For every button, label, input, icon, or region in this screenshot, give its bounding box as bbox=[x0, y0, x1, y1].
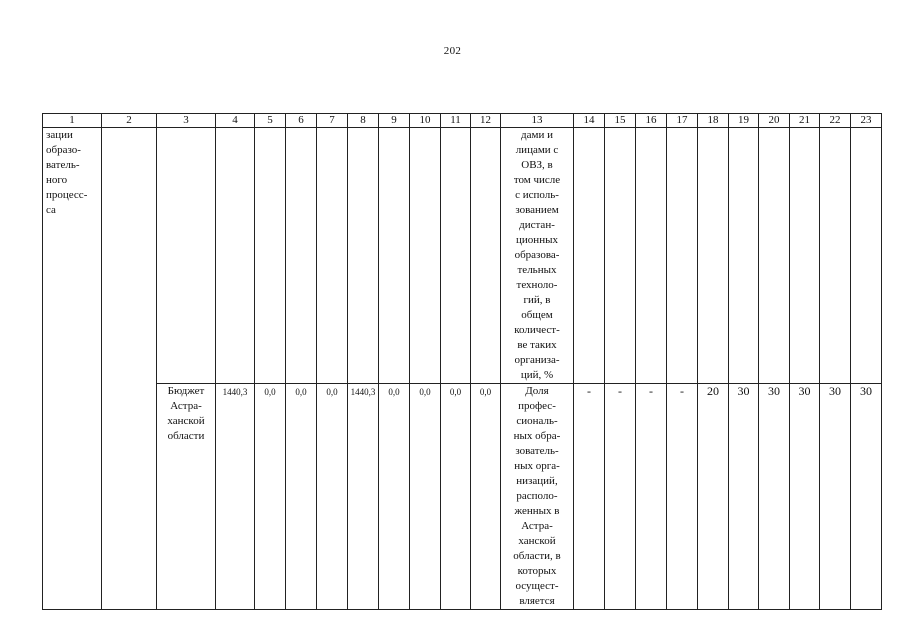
header-row bbox=[43, 114, 882, 128]
table-cell bbox=[102, 128, 157, 610]
header-cell: 9 bbox=[379, 114, 410, 128]
indicator-value-cell: - bbox=[667, 384, 698, 610]
table-cell bbox=[216, 128, 255, 384]
header-cell: 11 bbox=[441, 114, 471, 128]
budget-table bbox=[42, 113, 882, 610]
table-cell bbox=[698, 128, 729, 384]
table-cell bbox=[348, 128, 379, 384]
funding-cell: 1440,3 bbox=[216, 384, 255, 610]
table-cell bbox=[317, 128, 348, 384]
header-cell: 4 bbox=[216, 114, 255, 128]
header-cell: 15 bbox=[605, 114, 636, 128]
table-cell bbox=[255, 128, 286, 384]
table-cell bbox=[441, 128, 471, 384]
table-cell bbox=[667, 128, 698, 384]
indicator-name-cell: дами и лицами с ОВЗ, в том числе с исполь- зованием дистан- ционных образова- тельных техноло- гий, в общем количест- ве таких организа- ций, % bbox=[501, 128, 574, 384]
table-cell bbox=[471, 128, 501, 384]
funding-cell: 0,0 bbox=[471, 384, 501, 610]
indicator-value-cell: - bbox=[574, 384, 605, 610]
header-cell: 19 bbox=[729, 114, 759, 128]
header-cell: 21 bbox=[790, 114, 820, 128]
table-cell bbox=[820, 128, 851, 384]
header-cell: 22 bbox=[820, 114, 851, 128]
funding-cell: 0,0 bbox=[379, 384, 410, 610]
funding-cell: 1440,3 bbox=[348, 384, 379, 610]
table-cell bbox=[574, 128, 605, 384]
table-row bbox=[43, 128, 882, 384]
indicator-name-cell: Доля профес- сиональ- ных обра- зователь- ных орга- низаций, располо- женных в Астра- ханской области, в которых осущест- вляется bbox=[501, 384, 574, 610]
header-cell: 20 bbox=[759, 114, 790, 128]
funding-cell: 0,0 bbox=[286, 384, 317, 610]
table-cell bbox=[605, 128, 636, 384]
header-cell: 1 bbox=[43, 114, 102, 128]
table-cell bbox=[729, 128, 759, 384]
funding-cell: 0,0 bbox=[255, 384, 286, 610]
indicator-value-cell: - bbox=[605, 384, 636, 610]
header-cell: 13 bbox=[501, 114, 574, 128]
header-cell: 17 bbox=[667, 114, 698, 128]
header-cell: 12 bbox=[471, 114, 501, 128]
indicator-value-cell: 30 bbox=[729, 384, 759, 610]
table-cell bbox=[790, 128, 820, 384]
indicator-value-cell: - bbox=[636, 384, 667, 610]
table-row bbox=[43, 384, 882, 610]
funding-cell: 0,0 bbox=[410, 384, 441, 610]
header-cell: 6 bbox=[286, 114, 317, 128]
funding-cell: 0,0 bbox=[441, 384, 471, 610]
funding-source-cell: Бюджет Астра- ханской области bbox=[157, 384, 216, 610]
indicator-value-cell: 20 bbox=[698, 384, 729, 610]
table-cell bbox=[759, 128, 790, 384]
header-cell: 18 bbox=[698, 114, 729, 128]
header-cell: 23 bbox=[851, 114, 882, 128]
header-cell: 2 bbox=[102, 114, 157, 128]
indicator-value-cell: 30 bbox=[851, 384, 882, 610]
header-cell: 3 bbox=[157, 114, 216, 128]
header-cell: 16 bbox=[636, 114, 667, 128]
indicator-value-cell: 30 bbox=[790, 384, 820, 610]
table-cell bbox=[286, 128, 317, 384]
header-cell: 5 bbox=[255, 114, 286, 128]
page-number: 202 bbox=[443, 45, 462, 57]
table-cell bbox=[851, 128, 882, 384]
table-cell bbox=[410, 128, 441, 384]
header-cell: 8 bbox=[348, 114, 379, 128]
header-cell: 7 bbox=[317, 114, 348, 128]
indicator-value-cell: 30 bbox=[820, 384, 851, 610]
header-cell: 14 bbox=[574, 114, 605, 128]
indicator-value-cell: 30 bbox=[759, 384, 790, 610]
header-cell: 10 bbox=[410, 114, 441, 128]
table-cell bbox=[636, 128, 667, 384]
funding-cell: 0,0 bbox=[317, 384, 348, 610]
table-cell bbox=[157, 128, 216, 384]
activity-name-cell: зации образо- ватель- ного процесс- са bbox=[43, 128, 102, 610]
table-cell bbox=[379, 128, 410, 384]
